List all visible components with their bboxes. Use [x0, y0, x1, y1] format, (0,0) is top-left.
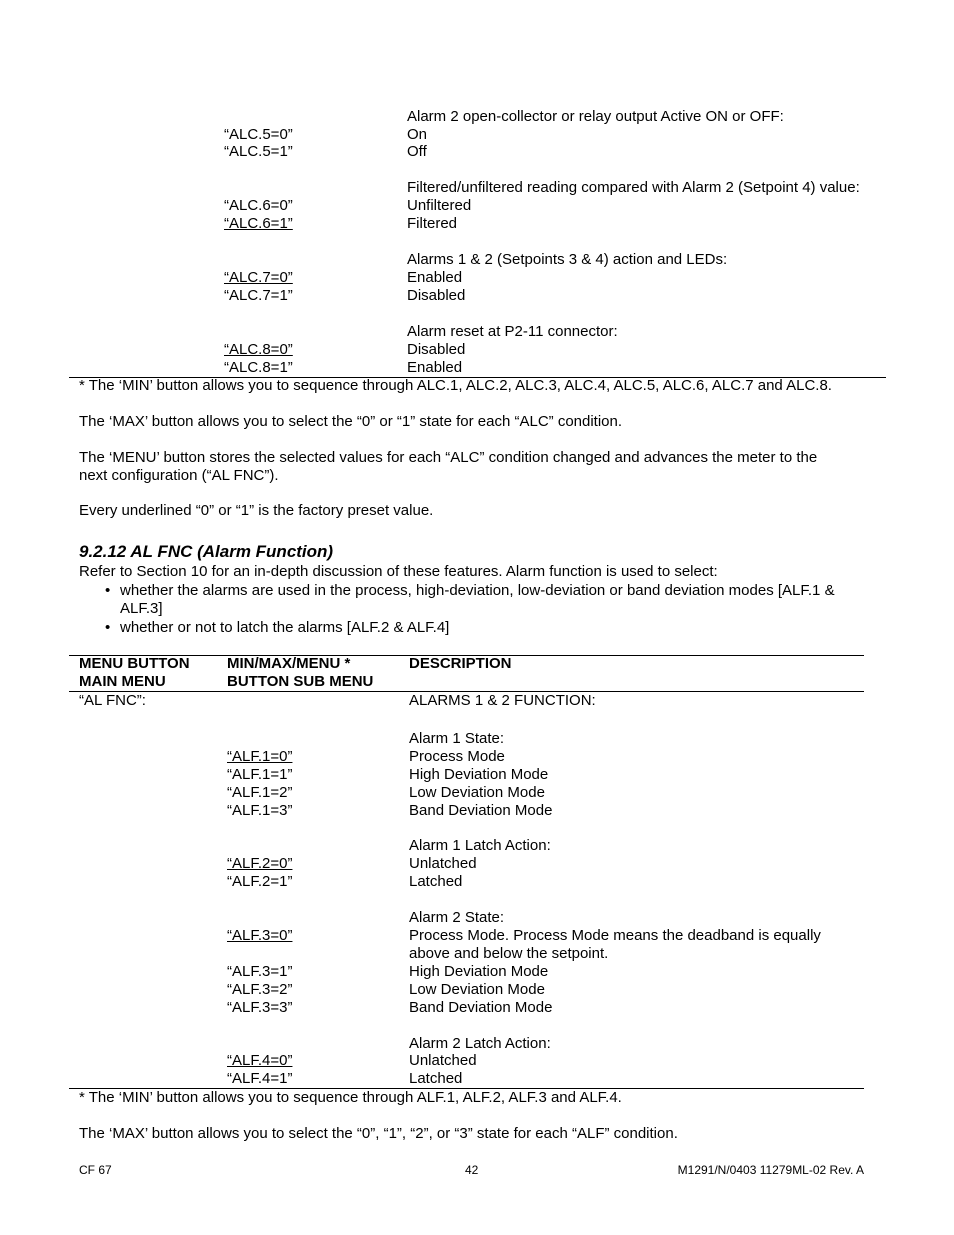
col2-header-line1: MIN/MAX/MENU * — [227, 655, 351, 672]
alf4-0-code: “ALF.4=0” — [227, 1052, 293, 1069]
alc6-0-value: Unfiltered — [407, 197, 472, 214]
alc8-0-code: “ALC.8=0” — [224, 341, 293, 358]
alf1-0-code: “ALF.1=0” — [227, 748, 293, 765]
main-menu-cell: “AL FNC”: — [79, 692, 146, 709]
alf3-3-value: Band Deviation Mode — [409, 999, 553, 1016]
alf1-2-code: “ALF.1=2” — [227, 784, 293, 801]
factory-preset-note: Every underlined “0” or “1” is the factory preset value. — [79, 502, 434, 519]
alc7-0-code: “ALC.7=0” — [224, 269, 293, 286]
alf1-description: Alarm 1 State: — [409, 730, 505, 747]
alc7-1-value: Disabled — [407, 287, 466, 304]
function-title: ALARMS 1 & 2 FUNCTION: — [409, 692, 596, 709]
alc5-0-value: On — [407, 126, 428, 143]
col3-header: DESCRIPTION — [409, 655, 512, 672]
footer-left: CF 67 — [79, 1163, 112, 1177]
alc7-0-value: Enabled — [407, 269, 463, 286]
max-alf-paragraph: The ‘MAX’ button allows you to select the “0”, “1”, “2”, or “3” state for each “ALF” condition. — [79, 1125, 678, 1142]
alf1-3-code: “ALF.1=3” — [227, 802, 293, 819]
alc5-description: Alarm 2 open-collector or relay output Active ON or OFF: — [407, 108, 784, 125]
alf2-description: Alarm 1 Latch Action: — [409, 837, 551, 854]
bullet-marker: • — [105, 619, 111, 636]
alf3-0-code: “ALF.3=0” — [227, 927, 293, 944]
alf4-1-code: “ALF.4=1” — [227, 1070, 293, 1087]
alf3-0-value-cont: above and below the setpoint. — [409, 945, 609, 962]
alf3-1-value: High Deviation Mode — [409, 963, 549, 980]
alc5-0-code: “ALC.5=0” — [224, 126, 293, 143]
alf2-0-value: Unlatched — [409, 855, 477, 872]
col1-header-line2: MAIN MENU — [79, 673, 166, 690]
bullet-1-line1: whether the alarms are used in the process, high-deviation, low-deviation or band deviation modes [ALF.1 & — [120, 582, 835, 599]
alf1-2-value: Low Deviation Mode — [409, 784, 545, 801]
alf3-2-code: “ALF.3=2” — [227, 981, 293, 998]
alc-min-note: * The ‘MIN’ button allows you to sequence through ALC.1, ALC.2, ALC.3, ALC.4, ALC.5, ALC.6, ALC.7 and ALC.8. — [79, 377, 832, 394]
alc8-0-value: Disabled — [407, 341, 466, 358]
alc8-1-value: Enabled — [407, 359, 463, 376]
alf1-1-value: High Deviation Mode — [409, 766, 549, 783]
bullet-2: whether or not to latch the alarms [ALF.2 & ALF.4] — [120, 619, 450, 636]
alc6-0-code: “ALC.6=0” — [224, 197, 293, 214]
section-heading: 9.2.12 AL FNC (Alarm Function) — [79, 542, 334, 561]
alc8-1-code: “ALC.8=1” — [224, 359, 293, 376]
alf2-1-code: “ALF.2=1” — [227, 873, 293, 890]
section-intro: Refer to Section 10 for an in-depth discussion of these features. Alarm function is used to select: — [79, 563, 718, 580]
alf1-0-value: Process Mode — [409, 748, 505, 765]
alc5-1-value: Off — [407, 143, 427, 160]
menu-alc-paragraph-line2: next configuration (“AL FNC”). — [79, 467, 279, 484]
bullet-marker: • — [105, 582, 111, 599]
alf1-3-value: Band Deviation Mode — [409, 802, 553, 819]
alc6-description: Filtered/unfiltered reading compared with Alarm 2 (Setpoint 4) value: — [407, 179, 860, 196]
alf3-1-code: “ALF.3=1” — [227, 963, 293, 980]
alf4-description: Alarm 2 Latch Action: — [409, 1035, 551, 1052]
alc8-description: Alarm reset at P2-11 connector: — [407, 323, 618, 340]
alf2-1-value: Latched — [409, 873, 463, 890]
alf3-description: Alarm 2 State: — [409, 909, 505, 926]
alc7-description: Alarms 1 & 2 (Setpoints 3 & 4) action and LEDs: — [407, 251, 728, 268]
alf3-0-value: Process Mode. Process Mode means the deadband is equally — [409, 927, 821, 944]
col1-header-line1: MENU BUTTON — [79, 655, 190, 672]
alf4-0-value: Unlatched — [409, 1052, 477, 1069]
alc5-1-code: “ALC.5=1” — [224, 143, 293, 160]
alc6-1-code: “ALC.6=1” — [224, 215, 293, 232]
page-number: 42 — [465, 1163, 479, 1177]
bullet-1-line2: ALF.3] — [120, 600, 163, 617]
alf1-1-code: “ALF.1=1” — [227, 766, 293, 783]
col2-header-line2: BUTTON SUB MENU — [227, 673, 374, 690]
alf-min-note: * The ‘MIN’ button allows you to sequence through ALF.1, ALF.2, ALF.3 and ALF.4. — [79, 1089, 622, 1106]
alf2-0-code: “ALF.2=0” — [227, 855, 293, 872]
alc7-1-code: “ALC.7=1” — [224, 287, 293, 304]
alc6-1-value: Filtered — [407, 215, 458, 232]
alf3-3-code: “ALF.3=3” — [227, 999, 293, 1016]
alf3-2-value: Low Deviation Mode — [409, 981, 545, 998]
alf4-1-value: Latched — [409, 1070, 463, 1087]
max-alc-paragraph: The ‘MAX’ button allows you to select the “0” or “1” state for each “ALC” condition. — [79, 413, 623, 430]
menu-alc-paragraph-line1: The ‘MENU’ button stores the selected values for each “ALC” condition changed and advances the meter to the — [79, 449, 818, 466]
footer-right: M1291/N/0403 11279ML-02 Rev. A — [677, 1163, 864, 1177]
